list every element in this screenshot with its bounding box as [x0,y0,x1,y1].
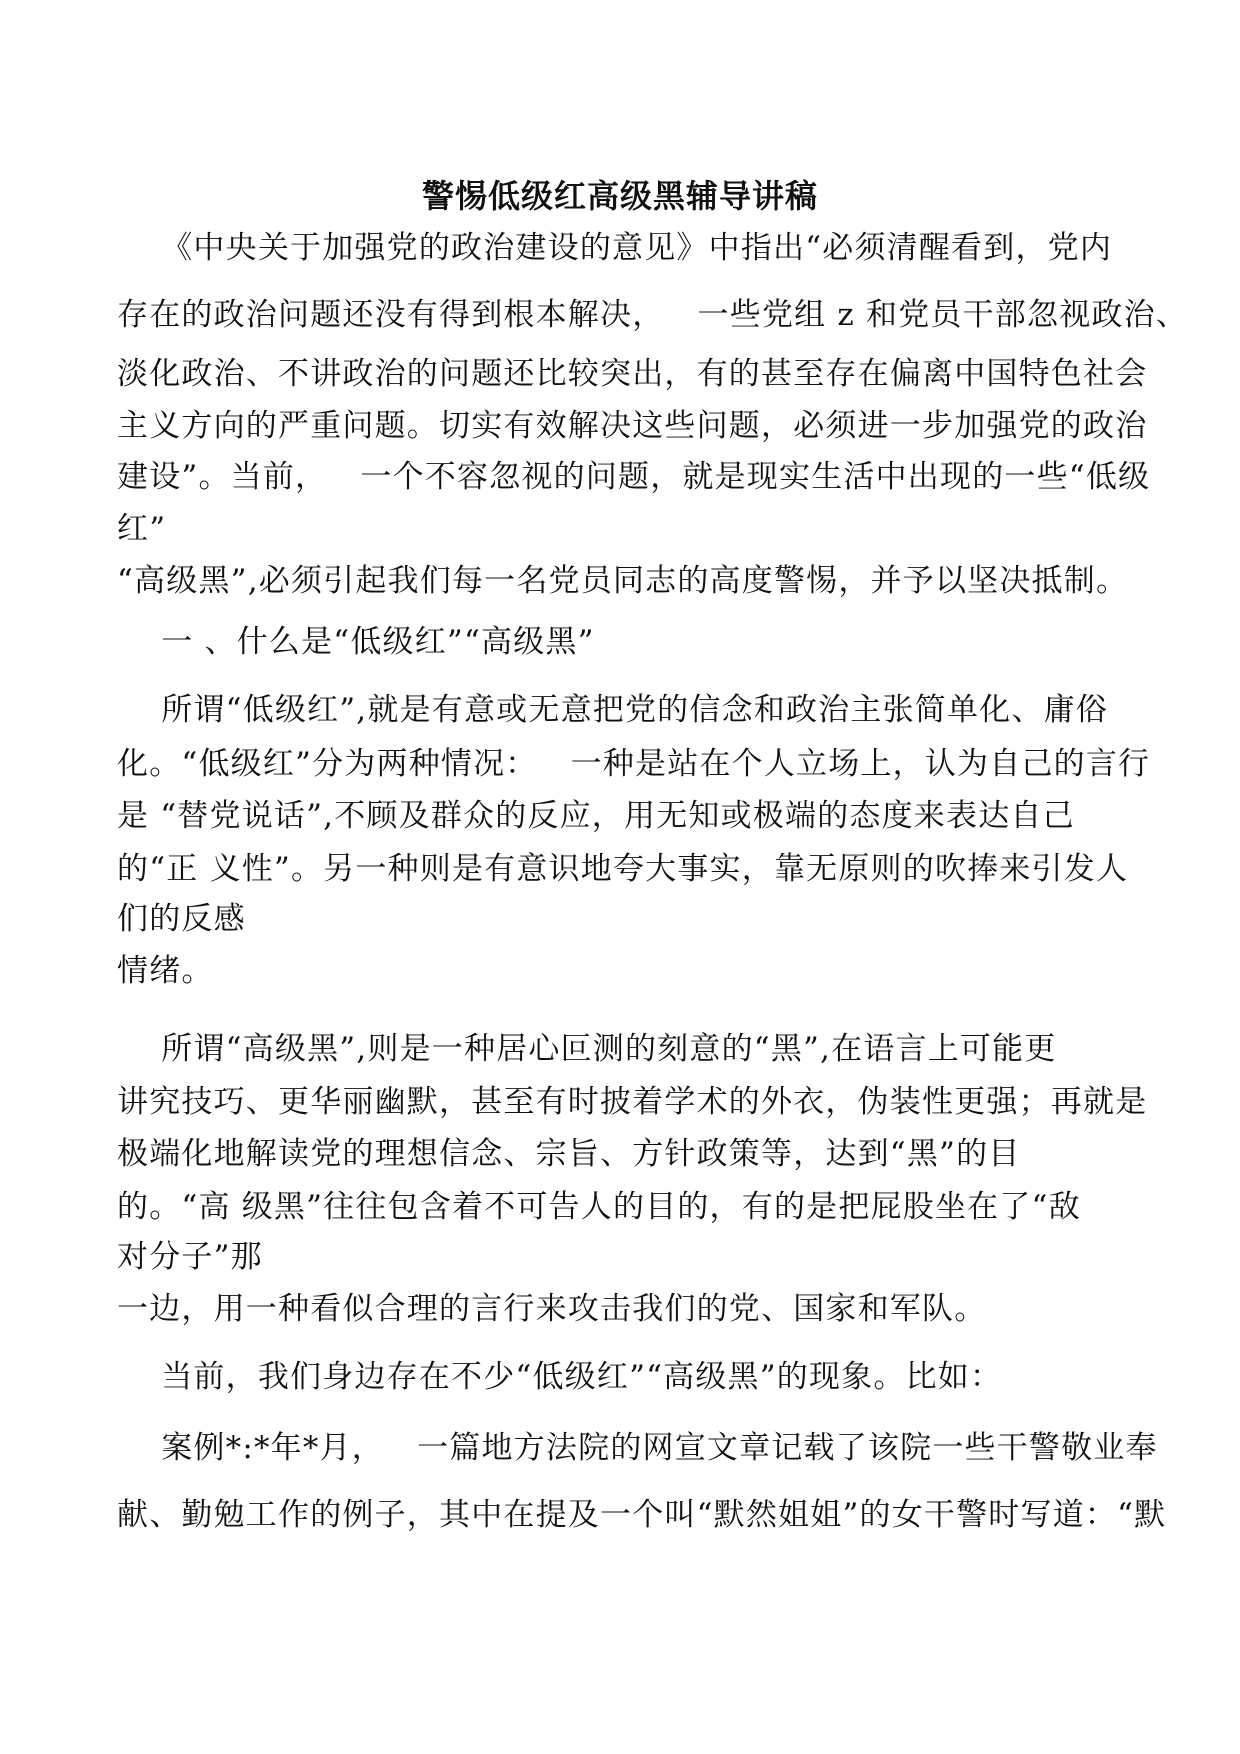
body-line: 们的反感 [117,901,246,937]
body-line: 主义方向的严重问题。切实有效解决这些问题，必须进一步加强党的政治 [117,408,1148,444]
body-line: 存在的政治问题还没有得到根本解决， 一些党组 z 和党员干部忽视政治、 [117,297,1188,333]
body-line: 化。“低级红”分为两种情况： 一种是站在个人立场上，认为自己的言行 [117,746,1151,782]
body-line: 红” [117,511,167,547]
body-line: 案例*:*年*月， 一篇地方法院的网宣文章记载了该院一些干警敬业奉 [117,1430,1158,1466]
body-line: 情绪。 [117,953,214,989]
body-line: 的。“高 级黑”往往包含着不可告人的目的，有的是把屁股坐在了“敌 [117,1189,1081,1225]
body-line: 讲究技巧、更华丽幽默，甚至有时披着学术的外衣，伪装性更强；再就是 [117,1084,1148,1120]
section-heading: 一 、什么是“低级红”“高级黑” [117,624,595,660]
document-title: 警惕低级红高级黑辅导讲稿 [421,177,818,215]
body-line: “高级黑”,必须引起我们每一名党员同志的高度警惕，并予以坚决抵制。 [117,563,1129,599]
body-line: 的“正 义性”。另一种则是有意识地夸大事实，靠无原则的吹捧来引发人 [117,851,1129,887]
body-line: 是 “替党说话”,不顾及群众的反应，用无知或极端的态度来表达自己 [117,798,1075,834]
body-line: 建设”。当前， 一个不容忽视的问题，就是现实生活中出现的一些“低级 [117,459,1151,495]
body-line: 所谓“高级黑”,则是一种居心叵测的刻意的“黑”,在语言上可能更 [117,1031,1057,1067]
body-line: 《中央关于加强党的政治建设的意见》中指出“必须清醒看到，党内 [117,230,1113,266]
body-line: 淡化政治、不讲政治的问题还比较突出，有的甚至存在偏离中国特色社会 [117,356,1148,392]
body-line: 一边，用一种看似合理的言行来攻击我们的党、国家和军队。 [117,1291,987,1327]
body-line: 所谓“低级红”,就是有意或无意把党的信念和政治主张简单化、庸俗 [117,692,1108,728]
body-line: 极端化地解读党的理想信念、宗旨、方针政策等，达到“黑”的目 [117,1136,1021,1172]
body-line: 献、勤勉工作的例子，其中在提及一个叫“默然姐姐”的女干警时写道：“默 [117,1497,1167,1533]
body-line: 当前，我们身边存在不少“低级红”“高级黑”的现象。比如： [117,1359,1003,1395]
body-line: 对分子”那 [117,1239,263,1275]
